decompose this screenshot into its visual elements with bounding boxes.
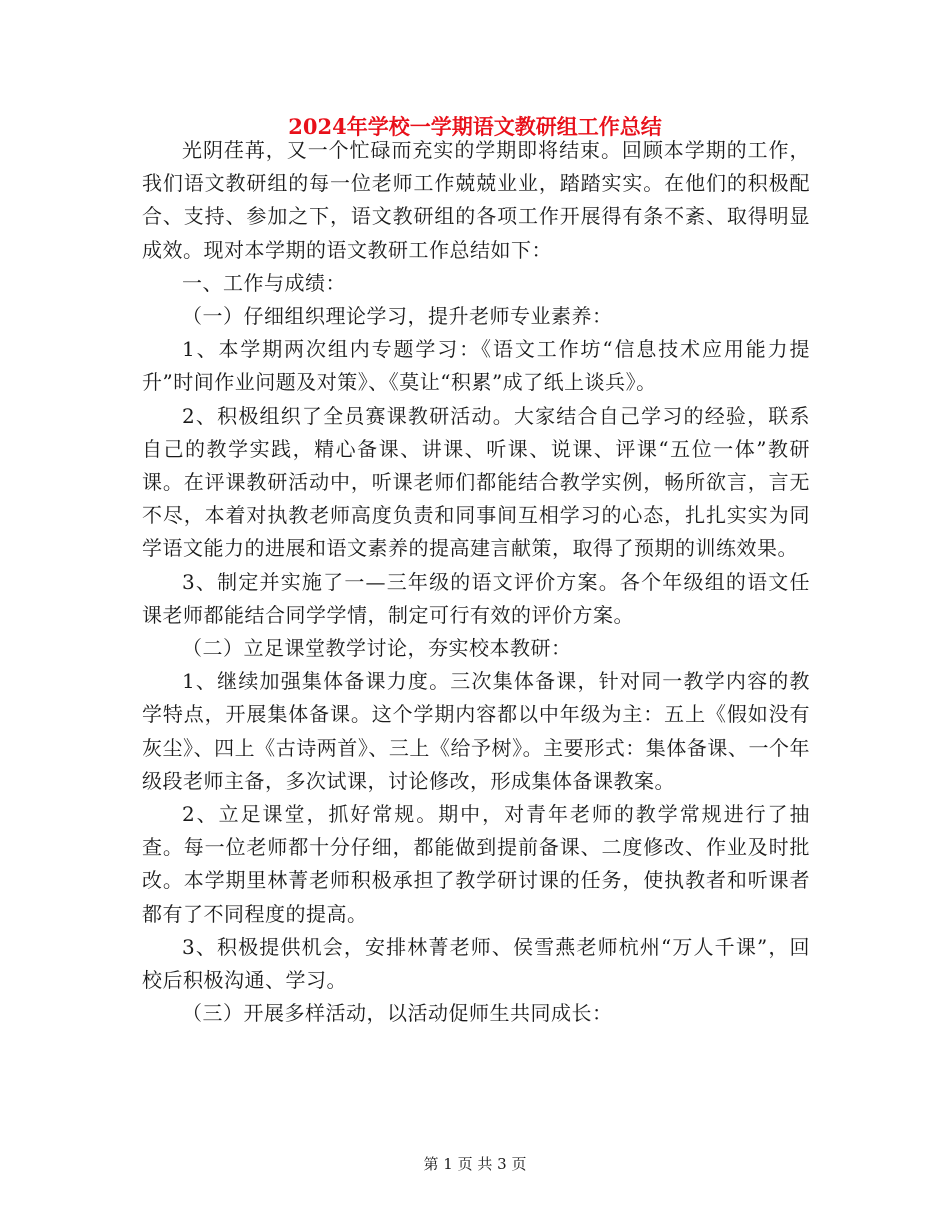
subheading-1: （一）仔细组织理论学习，提升老师专业素养： [182, 304, 613, 329]
page-number-footer: 第 1 页 共 3 页 [423, 1155, 527, 1173]
paragraph-item: 1、本学期两次组内专题学习：《语文工作坊“信息技术应用能力提升”时间作业问题及对策》、《莫让“积累”成了纸上谈兵》。 [142, 337, 810, 395]
subheading-2: （二）立足课堂教学讨论，夯实校本教研： [182, 636, 572, 661]
document-body [142, 134, 810, 1030]
paragraph-item: 3、积极提供机会，安排林菁老师、侯雪燕老师杭州“万人千课”，回校后积极沟通、学习。 [142, 934, 810, 993]
paragraph-item: 2、立足课堂，抓好常规。期中，对青年老师的教学常规进行了抽查。每一位老师都十分仔细，都能做到提前备课、二度修改、作业及时批改。本学期里林菁老师积极承担了教学研讨课的任务，使执教者和听课者都有了不同程度的提高。 [142, 802, 810, 926]
subheading-3: （三）开展多样活动，以活动促师生共同成长： [182, 1001, 613, 1026]
paragraph-item: 2、积极组织了全员赛课教研活动。大家结合自己学习的经验，联系自己的教学实践，精心备课、讲课、听课、说课、评课“五位一体”教研课。在评课教研活动中，听课老师们都能结合教学实例，畅所欲言，言无不尽，本着对执教老师高度负责和同事间互相学习的心态，扎扎实实为同学语文能力的进展和语文素养的提高建言献策，取得了预期的训练效果。 [142, 403, 810, 561]
paragraph-item: 1、继续加强集体备课力度。三次集体备课，针对同一教学内容的教学特点，开展集体备课。这个学期内容都以中年级为主：五上《假如没有灰尘》、四上《古诗两首》、三上《给予树》。主要形式：集体备课、一个年级段老师主备，多次试课，讨论修改，形成集体备课教案。 [142, 669, 810, 793]
document-title: 2024年学校一学期语文教研组工作总结 [288, 114, 662, 139]
paragraph-item: 3、制定并实施了一—三年级的语文评价方案。各个年级组的语文任课老师都能结合同学学情，制定可行有效的评价方案。 [142, 569, 810, 627]
paragraph-intro: 光阴荏苒，又一个忙碌而充实的学期即将结束。回顾本学期的工作，我们语文教研组的每一位老师工作兢兢业业，踏踏实实。在他们的积极配合、支持、参加之下，语文教研组的各项工作开展得有条不紊、取得明显成效。现对本学期的语文教研工作总结如下： [142, 138, 810, 262]
heading-section-1: 一、工作与成绩： [182, 270, 346, 295]
